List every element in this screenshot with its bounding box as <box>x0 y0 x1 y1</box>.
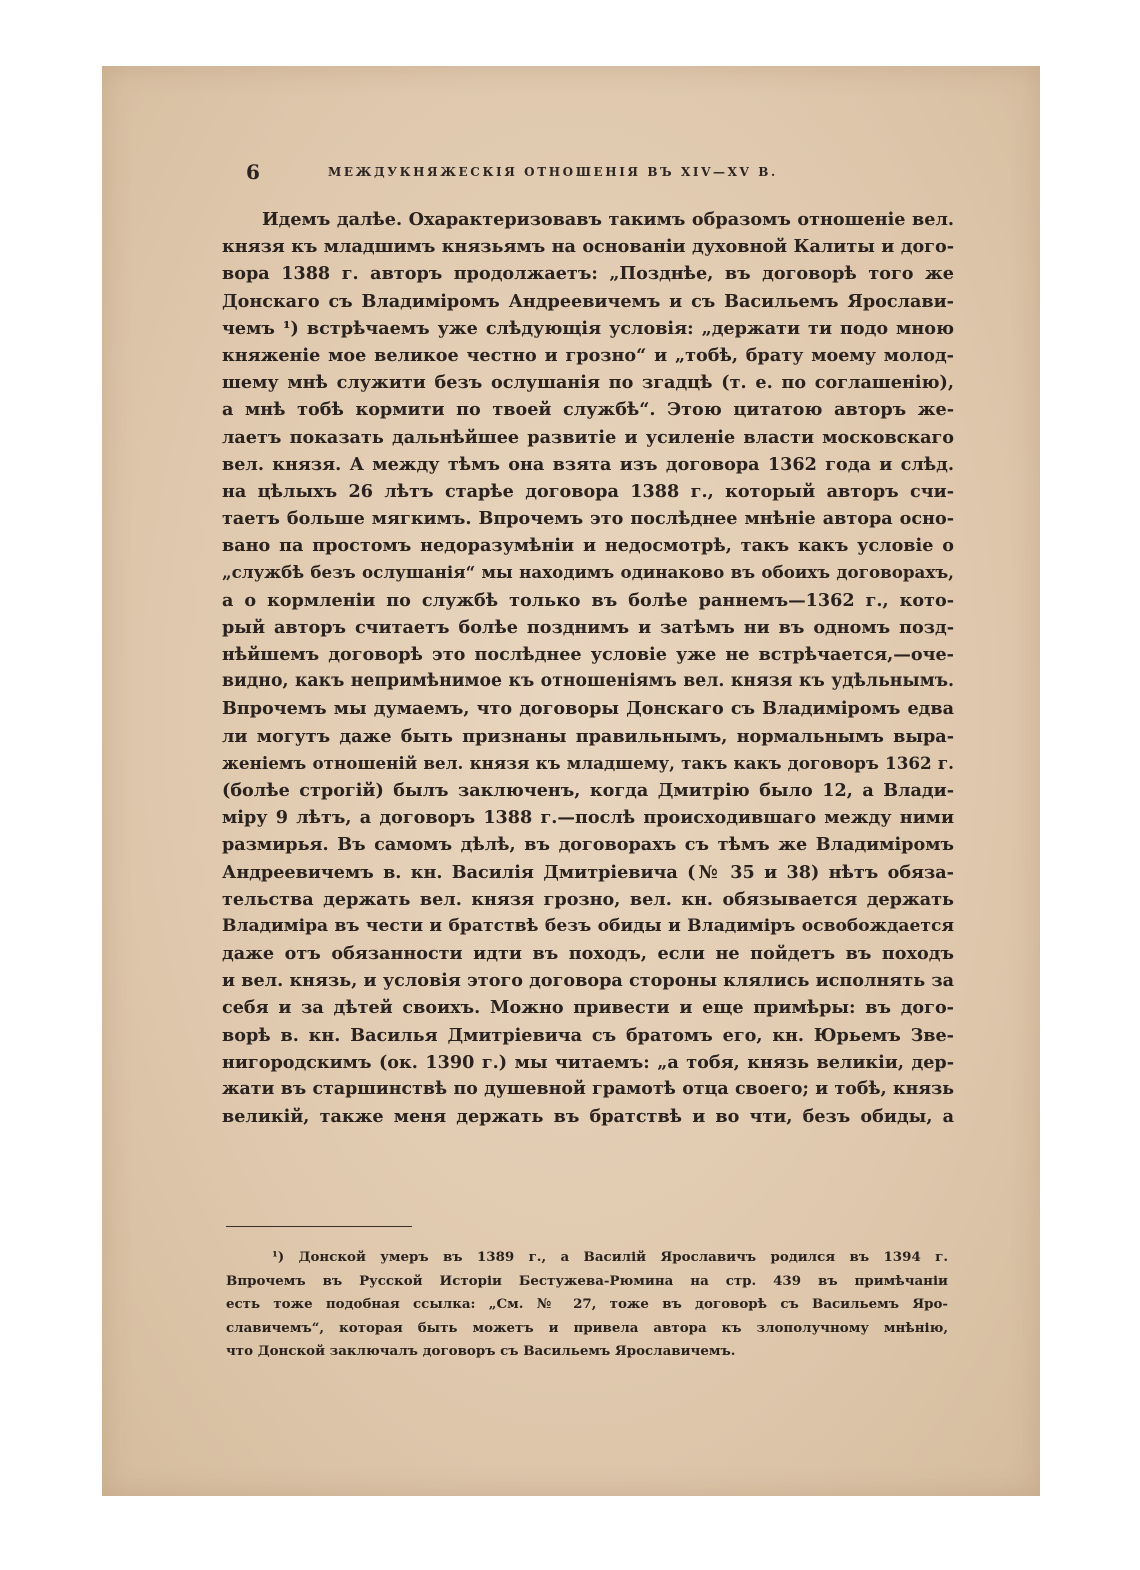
text-line: ли могутъ даже быть признаны правильнымъ, нормальнымъ выра- <box>222 725 954 747</box>
text-line: вора 1388 г. авторъ продолжаетъ: „Позднѣе, въ договорѣ того же <box>222 263 954 285</box>
text-line: „службѣ безъ ослушанія“ мы находимъ одинаково въ обоихъ договорахъ, <box>222 562 954 583</box>
text-line: а о кормленіи по службѣ только въ болѣе раннемъ—1362 г., кото- <box>222 589 954 611</box>
text-line: рый авторъ считаетъ болѣе позднимъ и затѣмъ ни въ одномъ позд- <box>222 616 954 638</box>
text-line: чемъ ¹) встрѣчаемъ уже слѣдующія условія: „держати ти подо мною <box>222 317 954 339</box>
text-line: вано па простомъ недоразумѣніи и недосмотрѣ, такъ какъ условіе о <box>222 535 954 557</box>
text-line: Андреевичемъ в. кн. Василія Дмитріевича (№ 35 и 38) нѣтъ обяза- <box>222 861 954 883</box>
page-header <box>246 160 806 184</box>
footnote-line: ¹) Донской умеръ въ 1389 г., а Василій Ярославичъ родился въ 1394 г. <box>272 1249 948 1265</box>
text-line: (болѣе строгій) былъ заключенъ, когда Дмитрію было 12, а Влади- <box>222 779 954 801</box>
footnote-divider <box>226 1226 412 1227</box>
text-line: видно, какъ непримѣнимое къ отношеніямъ вел. князя къ удѣльнымъ. <box>222 671 954 692</box>
text-line: на цѣлыхъ 26 лѣтъ старѣе договора 1388 г., который авторъ счи- <box>222 480 954 502</box>
text-line: а мнѣ тобѣ кормити по твоей службѣ“. Этою цитатою авторъ же- <box>222 399 954 421</box>
footnote <box>226 1246 948 1364</box>
text-line: міру 9 лѣтъ, а договоръ 1388 г.—послѣ происходившаго между ними <box>222 807 954 829</box>
footnote-line: Впрочемъ въ Русской Исторіи Бестужева-Рюмина на стр. 439 въ примѣчаніи <box>226 1272 948 1289</box>
text-line: таетъ больше мягкимъ. Впрочемъ это послѣднее мнѣніе автора осно- <box>222 508 954 530</box>
text-line: Владиміра въ чести и братствѣ безъ обиды и Владиміръ освобождается <box>222 915 954 936</box>
footnote-line: славичемъ“, которая быть можетъ и привела автора къ злополучному мнѣнію, <box>226 1319 948 1336</box>
text-line: тельства держать вел. князя грозно, вел. кн. обязывается держать <box>222 888 954 910</box>
text-line: ворѣ в. кн. Василья Дмитріевича съ братомъ его, кн. Юрьемъ Зве- <box>222 1024 954 1046</box>
text-line: размирья. Въ самомъ дѣлѣ, въ договорахъ съ тѣмъ же Владиміромъ <box>222 834 954 856</box>
text-line: Донскаго съ Владиміромъ Андреевичемъ и съ Васильемъ Ярослави- <box>222 290 954 312</box>
page-number: 6 <box>246 160 260 184</box>
text-line: вел. князя. А между тѣмъ она взята изъ договора 1362 года и слѣд. <box>222 453 954 475</box>
text-line: себя и за дѣтей своихъ. Можно привести и еще примѣры: въ дого- <box>222 997 954 1019</box>
text-line: Идемъ далѣе. Охарактеризовавъ такимъ образомъ отношеніе вел. <box>262 209 954 230</box>
footnote-line: что Донской заключалъ договоръ съ Васильемъ Ярославичемъ. <box>226 1343 736 1360</box>
text-line: лаетъ показать дальнѣйшее развитіе и усиленіе власти московскаго <box>222 426 954 448</box>
main-text <box>222 206 954 1130</box>
text-line: Впрочемъ мы думаемъ, что договоры Донскаго съ Владиміромъ едва <box>222 698 954 720</box>
text-line: жати въ старшинствѣ по душевной грамотѣ отца своего; и тобѣ, князь <box>222 1079 954 1099</box>
text-line: женіемъ отношеній вел. князя къ младшему, такъ какъ договоръ 1362 г. <box>222 752 954 773</box>
footnote-line: есть тоже подобная ссылка: „См. № 27, тоже въ договорѣ съ Васильемъ Яро- <box>226 1296 948 1313</box>
text-line: даже отъ обязанности идти въ походъ, если не пойдетъ въ походъ <box>222 943 954 965</box>
text-line: шему мнѣ служити безъ ослушанія по згадцѣ (т. е. по соглашенію), <box>222 372 954 394</box>
text-line: князя къ младшимъ князьямъ на основаніи духовной Калиты и дого- <box>222 236 954 258</box>
text-line: княженіе мое великое честно и грозно“ и „тобѣ, брату моему молод- <box>222 344 954 366</box>
text-line: и вел. князь, и условія этого договора стороны клялись исполнять за <box>222 970 954 992</box>
running-title: МЕЖДУКНЯЖЕСКІЯ ОТНОШЕНІЯ ВЪ XIV—XV В. <box>328 165 778 179</box>
text-line: нѣйшемъ договорѣ это послѣднее условіе уже не встрѣчается,—оче- <box>222 644 954 665</box>
text-line: великій, также меня держать въ братствѣ и во чти, безъ обиды, а <box>222 1106 954 1128</box>
text-line: нигородскимъ (ок. 1390 г.) мы читаемъ: „а тобя, князь великіи, дер- <box>222 1051 954 1073</box>
